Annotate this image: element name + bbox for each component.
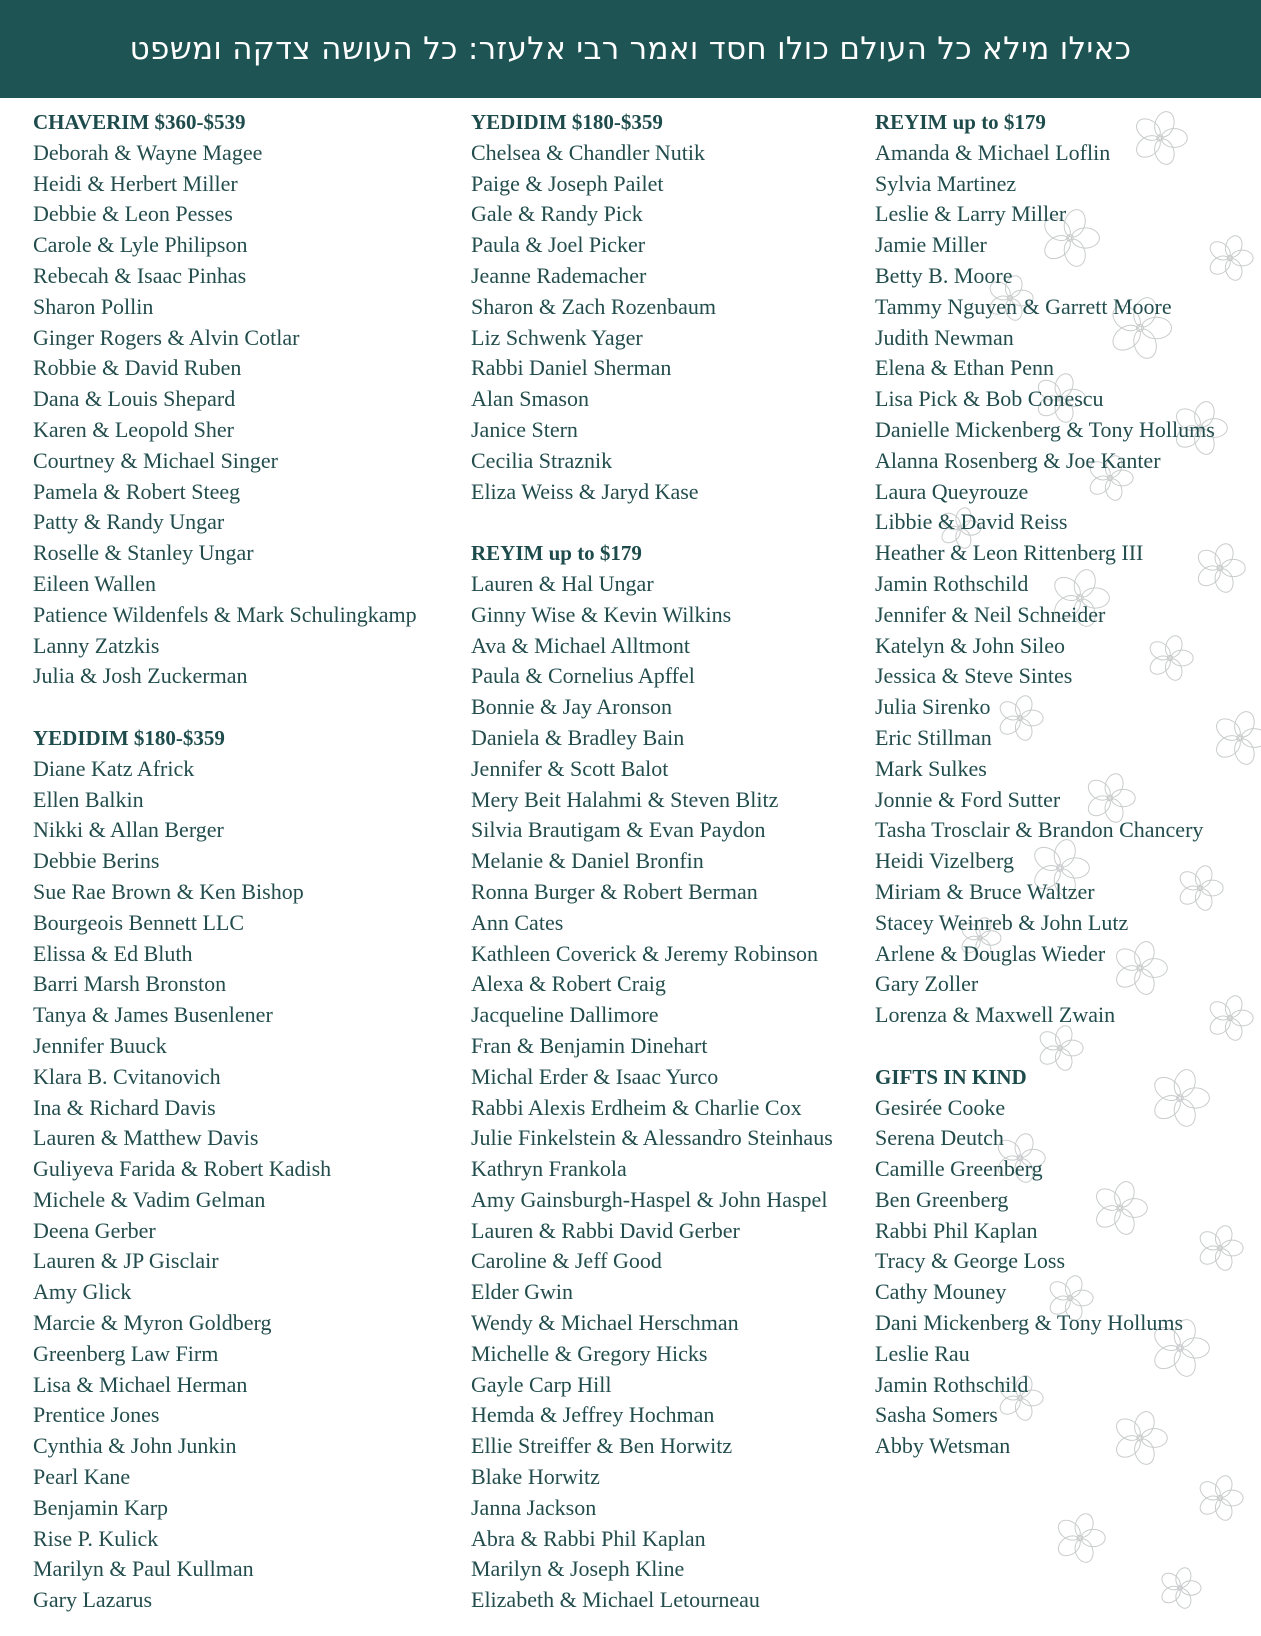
donor-name: Amanda & Michael Loflin — [875, 139, 1111, 165]
donor-name: Judith Newman — [875, 324, 1014, 350]
donor-name: Ben Greenberg — [875, 1186, 1009, 1212]
donor-name: Gale & Randy Pick — [471, 201, 643, 227]
donor-name: Lanny Zatzkis — [33, 632, 160, 658]
donor-name: Jamie Miller — [875, 232, 987, 258]
donor-name: Kathryn Frankola — [471, 1156, 627, 1182]
donor-name: Eileen Wallen — [33, 570, 157, 596]
donor-name: Gesirée Cooke — [875, 1094, 1006, 1120]
donor-name: Karen & Leopold Sher — [33, 416, 234, 442]
donor-name: Abra & Rabbi Phil Kaplan — [471, 1525, 706, 1551]
donor-name: Ellen Balkin — [33, 786, 144, 812]
donor-name: Caroline & Jeff Good — [471, 1248, 662, 1274]
donor-name: Elissa & Ed Bluth — [33, 940, 193, 966]
donor-name: Chelsea & Chandler Nutik — [471, 139, 706, 165]
donor-name: Camille Greenberg — [875, 1156, 1043, 1182]
donor-name: Ellie Streiffer & Ben Horwitz — [471, 1433, 733, 1459]
donor-name: Sharon Pollin — [33, 293, 154, 319]
header-banner — [0, 0, 1261, 98]
donor-name: Sasha Somers — [875, 1402, 998, 1428]
donor-name: Patty & Randy Ungar — [33, 509, 225, 535]
donor-name: Ginny Wise & Kevin Wilkins — [471, 601, 732, 627]
donor-name: Debbie Berins — [33, 848, 160, 874]
donor-name: Ann Cates — [471, 909, 564, 935]
donor-name: Leslie Rau — [875, 1340, 970, 1366]
donor-name: Fran & Benjamin Dinehart — [471, 1032, 708, 1058]
donor-name: Rebecah & Isaac Pinhas — [33, 262, 247, 288]
donor-name: Ginger Rogers & Alvin Cotlar — [33, 324, 300, 350]
donor-name: Dana & Louis Shepard — [33, 386, 236, 412]
donor-name: Marilyn & Joseph Kline — [471, 1556, 685, 1582]
donor-name: Blake Horwitz — [471, 1464, 600, 1490]
donor-name: Lauren & Matthew Davis — [33, 1125, 259, 1151]
donor-name: Marilyn & Paul Kullman — [33, 1556, 254, 1582]
donor-name: Katelyn & John Sileo — [875, 632, 1066, 658]
donor-name: Amy Gainsburgh-Haspel & John Haspel — [471, 1186, 828, 1212]
donor-name: Bonnie & Jay Aronson — [471, 694, 673, 720]
donor-name: Tracy & George Loss — [875, 1248, 1066, 1274]
donor-column-3 — [875, 107, 1261, 1462]
donor-name: Rabbi Daniel Sherman — [471, 355, 672, 381]
donor-name: Rabbi Alexis Erdheim & Charlie Cox — [471, 1094, 802, 1120]
donor-name: Dani Mickenberg & Tony Hollums — [875, 1310, 1184, 1336]
donor-name: Jacqueline Dallimore — [471, 1002, 659, 1028]
flower-outline — [1055, 1511, 1106, 1564]
section-heading: YEDIDIM $180-$359 — [33, 725, 225, 750]
donor-name: Gayle Carp Hill — [471, 1371, 612, 1397]
donor-name: Lisa Pick & Bob Conescu — [875, 386, 1104, 412]
donor-name: Wendy & Michael Herschman — [471, 1310, 739, 1336]
donor-name: Jeanne Rademacher — [471, 262, 647, 288]
donor-name: Cecilia Straznik — [471, 447, 613, 473]
donor-name: Heather & Leon Rittenberg III — [875, 540, 1144, 566]
donor-name: Janice Stern — [471, 416, 578, 442]
donor-name: Roselle & Stanley Ungar — [33, 540, 254, 566]
donor-name: Heidi Vizelberg — [875, 848, 1014, 874]
section-heading: GIFTS IN KIND — [875, 1064, 1027, 1089]
section-heading: REYIM up to $179 — [471, 541, 642, 566]
donor-name: Kathleen Coverick & Jeremy Robinson — [471, 940, 819, 966]
donor-name: Abby Wetsman — [875, 1433, 1011, 1459]
section-heading: REYIM up to $179 — [875, 110, 1046, 134]
donor-name: Paula & Joel Picker — [471, 232, 646, 258]
donor-name: Lauren & Rabbi David Gerber — [471, 1217, 740, 1243]
donor-name: Elena & Ethan Penn — [875, 355, 1055, 381]
donor-name: Michelle & Gregory Hicks — [471, 1340, 708, 1366]
flower-outline — [1197, 1474, 1243, 1523]
donor-name: Robbie & David Ruben — [33, 355, 242, 381]
donor-name: Eliza Weiss & Jaryd Kase — [471, 478, 699, 504]
donor-name: Janna Jackson — [471, 1494, 597, 1520]
donor-name: Greenberg Law Firm — [33, 1340, 219, 1366]
donor-name: Tasha Trosclair & Brandon Chancery — [875, 817, 1204, 843]
donor-name: Rabbi Phil Kaplan — [875, 1217, 1038, 1243]
donor-name: Lisa & Michael Herman — [33, 1371, 248, 1397]
donor-name: Michele & Vadim Gelman — [33, 1186, 266, 1212]
donor-name: Tammy Nguyen & Garrett Moore — [875, 293, 1172, 319]
donor-column-1 — [33, 107, 463, 1616]
donor-name: Ava & Michael Alltmont — [471, 632, 690, 658]
section-heading: CHAVERIM $360-$539 — [33, 110, 246, 134]
donor-name: Prentice Jones — [33, 1402, 160, 1428]
donor-name: Michal Erder & Isaac Yurco — [471, 1063, 719, 1089]
donor-name: Lauren & Hal Ungar — [471, 570, 654, 596]
donor-name: Julie Finkelstein & Alessandro Steinhaus — [471, 1125, 833, 1151]
donor-name: Guliyeva Farida & Robert Kadish — [33, 1156, 332, 1182]
donor-name: Deborah & Wayne Magee — [33, 139, 263, 165]
donor-name: Jonnie & Ford Sutter — [875, 786, 1061, 812]
donor-name: Daniela & Bradley Bain — [471, 724, 685, 750]
donor-name: Amy Glick — [33, 1279, 132, 1305]
donor-name: Klara B. Cvitanovich — [33, 1063, 221, 1089]
donor-name: Bourgeois Bennett LLC — [33, 909, 245, 935]
donor-name: Jennifer Buuck — [33, 1032, 167, 1058]
hebrew-quote: כאילו מילא כל העולם כולו חסד ואמר רבי אלעזר: כל העושה צדקה ומשפט — [129, 31, 1132, 67]
donor-name: Cynthia & John Junkin — [33, 1433, 237, 1459]
donor-name: Jamin Rothschild — [875, 1371, 1029, 1397]
donor-name: Tanya & James Busenlener — [33, 1002, 273, 1028]
donor-name: Elizabeth & Michael Letourneau — [471, 1587, 760, 1613]
donor-name: Stacey Weinreb & John Lutz — [875, 909, 1129, 935]
donor-name: Julia Sirenko — [875, 694, 991, 720]
donor-name: Arlene & Douglas Wieder — [875, 940, 1106, 966]
donor-name: Lorenza & Maxwell Zwain — [875, 1002, 1116, 1028]
donor-name: Pearl Kane — [33, 1464, 131, 1490]
donor-name: Liz Schwenk Yager — [471, 324, 643, 350]
donor-name: Carole & Lyle Philipson — [33, 232, 248, 258]
donor-name: Paige & Joseph Pailet — [471, 170, 664, 196]
donor-name: Leslie & Larry Miller — [875, 201, 1067, 227]
donor-name: Gary Zoller — [875, 971, 979, 997]
section-spacer — [33, 692, 463, 723]
donor-name: Rise P. Kulick — [33, 1525, 159, 1551]
donor-name: Deena Gerber — [33, 1217, 156, 1243]
donor-name: Libbie & David Reiss — [875, 509, 1068, 535]
donor-name: Serena Deutch — [875, 1125, 1004, 1151]
donor-name: Mark Sulkes — [875, 755, 987, 781]
section-spacer — [471, 507, 871, 538]
donor-name: Eric Stillman — [875, 724, 992, 750]
donor-name: Sharon & Zach Rozenbaum — [471, 293, 716, 319]
donor-name: Silvia Brautigam & Evan Paydon — [471, 817, 766, 843]
donor-name: Heidi & Herbert Miller — [33, 170, 238, 196]
donor-name: Sue Rae Brown & Ken Bishop — [33, 878, 304, 904]
donor-name: Betty B. Moore — [875, 262, 1013, 288]
donor-name: Barri Marsh Bronston — [33, 971, 227, 997]
donor-name: Courtney & Michael Singer — [33, 447, 279, 473]
section-heading: YEDIDIM $180-$359 — [471, 110, 663, 134]
flower-outline — [1159, 1566, 1201, 1610]
donor-name: Patience Wildenfels & Mark Schulingkamp — [33, 601, 417, 627]
donor-name: Miriam & Bruce Waltzer — [875, 878, 1095, 904]
donor-name: Sylvia Martinez — [875, 170, 1017, 196]
donor-name: Gary Lazarus — [33, 1587, 153, 1613]
donor-name: Julia & Josh Zuckerman — [33, 663, 248, 689]
donor-name: Laura Queyrouze — [875, 478, 1029, 504]
donor-name: Jennifer & Neil Schneider — [875, 601, 1106, 627]
donor-name: Benjamin Karp — [33, 1494, 169, 1520]
donor-name: Melanie & Daniel Bronfin — [471, 848, 704, 874]
donor-name: Jessica & Steve Sintes — [875, 663, 1073, 689]
donor-name: Ronna Burger & Robert Berman — [471, 878, 758, 904]
donor-name: Debbie & Leon Pesses — [33, 201, 233, 227]
donor-name: Mery Beit Halahmi & Steven Blitz — [471, 786, 779, 812]
donor-name: Alexa & Robert Craig — [471, 971, 666, 997]
section-spacer — [875, 1031, 1261, 1062]
donor-name: Lauren & JP Gisclair — [33, 1248, 219, 1274]
donor-name: Diane Katz Africk — [33, 755, 195, 781]
donor-column-2 — [471, 107, 871, 1616]
donor-name: Elder Gwin — [471, 1279, 574, 1305]
donor-name: Nikki & Allan Berger — [33, 817, 224, 843]
donor-name: Danielle Mickenberg & Tony Hollums — [875, 416, 1215, 442]
donor-name: Alan Smason — [471, 386, 589, 412]
donor-name: Marcie & Myron Goldberg — [33, 1310, 272, 1336]
donor-name: Pamela & Robert Steeg — [33, 478, 241, 504]
donor-name: Ina & Richard Davis — [33, 1094, 216, 1120]
donor-name: Jennifer & Scott Balot — [471, 755, 669, 781]
donor-name: Paula & Cornelius Apffel — [471, 663, 695, 689]
donor-name: Jamin Rothschild — [875, 570, 1029, 596]
donor-name: Hemda & Jeffrey Hochman — [471, 1402, 715, 1428]
donor-name: Alanna Rosenberg & Joe Kanter — [875, 447, 1161, 473]
donor-name: Cathy Mouney — [875, 1279, 1007, 1305]
